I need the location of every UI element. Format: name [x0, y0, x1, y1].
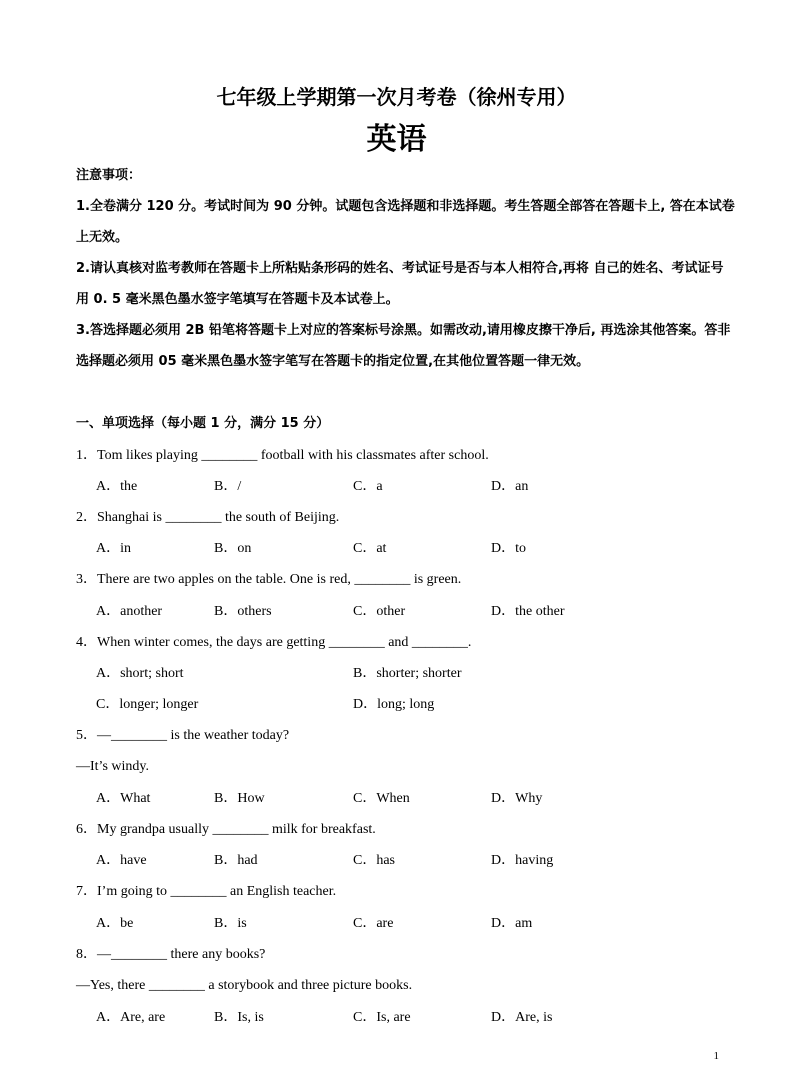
option-d: D．an [491, 479, 529, 494]
option-d: D．am [491, 916, 533, 931]
option-b: B．is [214, 916, 247, 931]
option-c: C．other [353, 604, 406, 619]
notice-item-2-text: 2.请认真核对监考教师在答题卡上所粘贴条形码的姓名、考试证号是否与本人相符合,再将 自己的姓名、考试证号用 0. 5 毫米黑色墨水签字笔填写在答题卡及本试卷上。 [76, 261, 724, 307]
option-d: D．having [491, 853, 554, 868]
page-number: 1 [713, 1050, 719, 1062]
option-d: D．long; long [353, 697, 435, 712]
option-b: B．How [214, 791, 265, 806]
option-b: B．had [214, 853, 258, 868]
option-c: C．has [353, 853, 395, 868]
option-d: D．the other [491, 604, 565, 619]
question-stem: 3．There are two apples on the table. One is red, ________ is green. [76, 572, 462, 587]
question-stem: 4．When winter comes, the days are getting ________ and ________. [76, 635, 472, 650]
option-c: C．longer; longer [96, 697, 199, 712]
question-stem: 8．—________ there any books? [76, 947, 266, 962]
section-title: 一、单项选择（每小题 1 分，满分 15 分） [76, 416, 330, 431]
notice-item-3 [76, 315, 736, 377]
question-stem: 1．Tom likes playing ________ football with his classmates after school. [76, 448, 489, 463]
option-b: B．shorter; shorter [353, 666, 462, 681]
exam-subject: 英语 [366, 123, 427, 156]
question-stem: 5．—________ is the weather today? [76, 728, 290, 743]
option-c: C．at [353, 541, 387, 556]
option-a: A．Are, are [96, 1010, 166, 1025]
question-reply: —Yes, there ________ a storybook and three picture books. [76, 978, 413, 993]
option-a: A．What [96, 791, 151, 806]
option-d: D．to [491, 541, 526, 556]
notice-item-1-text: 1.全卷满分 120 分。考试时间为 90 分钟。试题包含选择题和非选择题。考生答题全部答在答题卡上, 答在本试卷上无效。 [76, 199, 735, 245]
option-a: A．another [96, 604, 163, 619]
option-c: C．Is, are [353, 1010, 411, 1025]
notice-heading: 注意事项： [76, 168, 142, 183]
option-b: B．others [214, 604, 272, 619]
exam-title: 七年级上学期第一次月考卷（徐州专用） [216, 87, 577, 109]
option-c: C．are [353, 916, 394, 931]
notice-item-1 [76, 191, 736, 253]
option-a: A．short; short [96, 666, 184, 681]
option-c: C．When [353, 791, 410, 806]
notice-item-2 [76, 253, 736, 315]
option-c: C．a [353, 479, 383, 494]
option-a: A．in [96, 541, 131, 556]
notice-item-3-text: 3.答选择题必须用 2B 铅笔将答题卡上对应的答案标号涂黑。如需改动,请用橡皮擦干净后, 再选涂其他答案。答非选择题必须用 05 毫米黑色墨水签字笔写在答题卡的指定位置,在其他位置答题一律无效。 [76, 323, 731, 369]
question-stem: 6．My grandpa usually ________ milk for breakfast. [76, 822, 376, 837]
option-b: B．on [214, 541, 252, 556]
question-reply: —It’s windy. [76, 759, 149, 774]
option-a: A．the [96, 479, 138, 494]
option-b: B．/ [214, 479, 242, 494]
option-a: A．be [96, 916, 134, 931]
question-stem: 7．I’m going to ________ an English teacher. [76, 884, 337, 899]
option-a: A．have [96, 853, 147, 868]
question-stem: 2．Shanghai is ________ the south of Beijing. [76, 510, 340, 525]
option-d: D．Are, is [491, 1010, 553, 1025]
option-d: D．Why [491, 791, 543, 806]
option-b: B．Is, is [214, 1010, 264, 1025]
